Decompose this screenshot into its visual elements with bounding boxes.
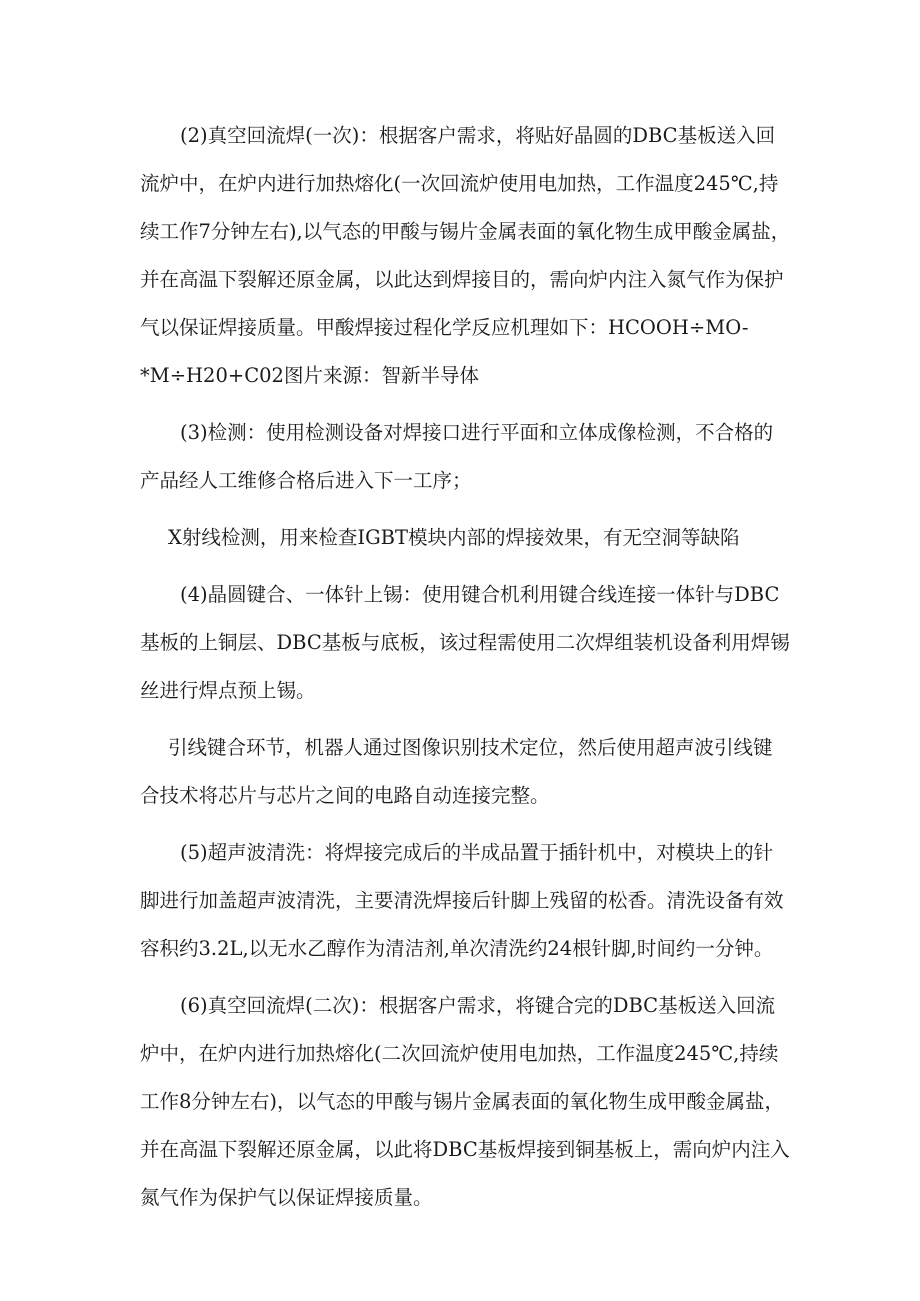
text-line: 引线键合环节，机器人通过图像识别技术定位，然后使用超声波引线键 — [168, 736, 773, 759]
text-line: 合技术将芯片与芯片之间的电路自动连接完整。 — [140, 784, 550, 807]
text-line: 炉中，在炉内进行加热熔化(二次回流炉使用电加热，工作温度245℃,持续 — [140, 1042, 779, 1065]
paragraph-spacer — [140, 974, 800, 982]
text-line: 续工作7分钟左右),以气态的甲酸与锡片金属表面的氧化物生成甲酸金属盐， — [140, 220, 791, 243]
text-line: 并在高温下裂解还原金属，以此将DBC基板焊接到铜基板上，需向炉内注入 — [140, 1138, 790, 1161]
paragraph-spacer — [140, 716, 800, 724]
paragraph-spacer — [140, 401, 800, 409]
text-line: 流炉中，在炉内进行加热熔化(一次回流炉使用电加热，工作温度245℃,持 — [140, 172, 779, 195]
document-body — [140, 112, 800, 1223]
paragraph-spacer — [140, 563, 800, 571]
text-line: 丝进行焊点预上锡。 — [140, 679, 316, 702]
text-line: (3)检测：使用检测设备对焊接口进行平面和立体成像检测，不合格的 — [180, 421, 774, 444]
text-line: (4)晶圆键合、一体针上锡：使用键合机利用键合线连接一体针与DBC — [180, 583, 780, 606]
text-line: 气以保证焊接质量。甲酸焊接过程化学反应机理如下：HCOOH÷MO- — [140, 316, 749, 339]
text-line: 基板的上铜层、DBC基板与底板，该过程需使用二次焊组装机设备利用焊锡 — [140, 631, 790, 654]
text-line: 并在高温下裂解还原金属，以此达到焊接目的，需向炉内注入氮气作为保护 — [140, 268, 784, 291]
text-line: 容积约3.2L,以无水乙醇作为清洁剂,单次清洗约24根针脚,时间约一分钟。 — [140, 937, 774, 960]
paragraph-xray — [140, 514, 800, 562]
text-line: 氮气作为保护气以保证焊接质量。 — [140, 1186, 433, 1209]
paragraph-wire-bonding — [140, 724, 800, 820]
paragraph-wafer-bonding — [140, 571, 800, 715]
text-line: 脚进行加盖超声波清洗，主要清洗焊接后针脚上残留的松香。清洗设备有效 — [140, 889, 784, 912]
paragraph-ultrasonic-cleaning — [140, 829, 800, 973]
paragraph-inspection — [140, 409, 800, 505]
paragraph-spacer — [140, 821, 800, 829]
text-line: (2)真空回流焊(一次)：根据客户需求，将贴好晶圆的DBC基板送入回 — [180, 124, 776, 147]
text-line: 工作8分钟左右)，以气态的甲酸与锡片金属表面的氧化物生成甲酸金属盐， — [140, 1090, 785, 1113]
paragraph-spacer — [140, 506, 800, 514]
text-line: (5)超声波清洗：将焊接完成后的半成品置于插针机中，对模块上的针 — [180, 841, 774, 864]
text-line: 产品经人工维修合格后进入下一工序； — [140, 469, 472, 492]
text-line: X射线检测，用来检查IGBT模块内部的焊接效果，有无空洞等缺陷 — [168, 526, 740, 549]
paragraph-vacuum-reflow-1 — [140, 112, 800, 400]
paragraph-vacuum-reflow-2 — [140, 982, 800, 1222]
text-line: (6)真空回流焊(二次)：根据客户需求，将键合完的DBC基板送入回流 — [180, 994, 776, 1017]
text-line: *M÷H20+C02图片来源：智新半导体 — [140, 364, 479, 387]
